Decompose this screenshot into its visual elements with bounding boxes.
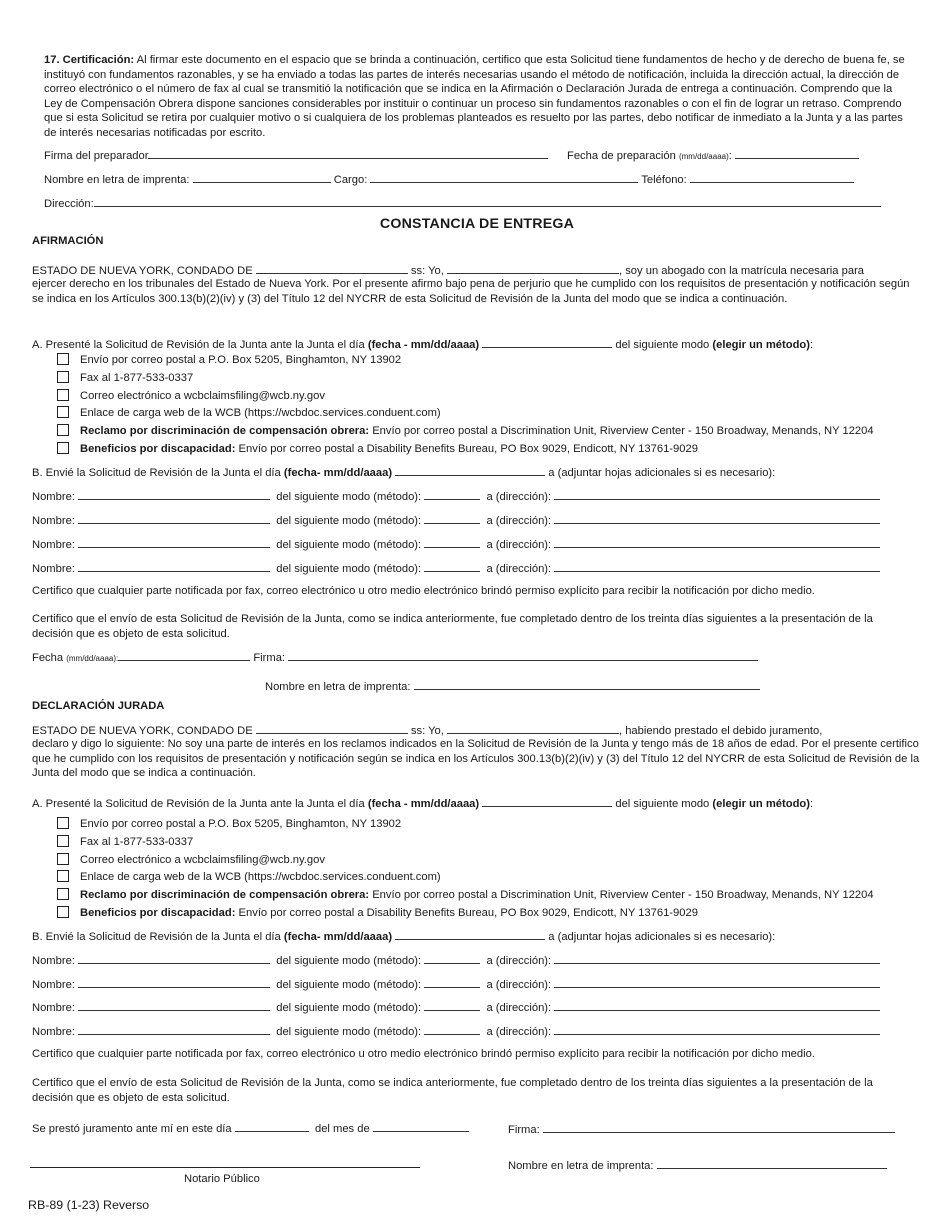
sworn-method-mail-checkbox[interactable] bbox=[57, 817, 69, 829]
notary-day-field[interactable] bbox=[235, 1120, 309, 1132]
recipient-name-field[interactable] bbox=[78, 536, 270, 548]
prep-date-field[interactable] bbox=[735, 147, 859, 159]
notary-sign-row: Firma: bbox=[508, 1121, 895, 1138]
recipient-name-field[interactable] bbox=[78, 488, 270, 500]
sworn-county-field[interactable] bbox=[256, 722, 408, 734]
affirmation-method-web-checkbox[interactable] bbox=[57, 406, 69, 418]
sworn-method-discrimination-checkbox[interactable] bbox=[57, 888, 69, 900]
sworn-heading: DECLARACIÓN JURADA bbox=[32, 700, 165, 712]
position-field[interactable] bbox=[370, 171, 638, 183]
recipient-address-field[interactable] bbox=[554, 1023, 880, 1035]
sworn-electronic-cert: Certifico que cualquier parte notificada por fax, correo electrónico u otro medio electrónico brindó permiso explícito para recibir la notificación por dicho medio. bbox=[32, 1048, 815, 1060]
affirmation-method-email-checkbox[interactable] bbox=[57, 389, 69, 401]
notary-print-name-field[interactable] bbox=[657, 1157, 887, 1169]
phone-field[interactable] bbox=[690, 171, 854, 183]
print-name-field[interactable] bbox=[193, 171, 331, 183]
recipient-method-field[interactable] bbox=[424, 952, 480, 964]
print-name-label: Nombre en letra de imprenta: bbox=[44, 174, 190, 186]
recipient-address-field[interactable] bbox=[554, 536, 880, 548]
affirmation-signature-field[interactable] bbox=[288, 649, 758, 661]
prep-date-label: Fecha de preparación bbox=[567, 150, 676, 162]
recipient-method-field[interactable] bbox=[424, 1023, 480, 1035]
affirmation-state-line: ESTADO DE NUEVA YORK, CONDADO DE ss: Yo, , soy un abogado con la matrícula necesaria para bbox=[32, 262, 864, 279]
affirmation-method-discrimination-checkbox[interactable] bbox=[57, 424, 69, 436]
sworn-name-field[interactable] bbox=[447, 722, 619, 734]
recipient-name-field[interactable] bbox=[78, 976, 270, 988]
sworn-sent-date-field[interactable] bbox=[395, 928, 545, 940]
prep-date-row: Fecha de preparación (mm/dd/aaaa): bbox=[567, 147, 859, 165]
notary-sworn-line: Se prestó juramento ante mí en este día del mes de bbox=[32, 1120, 469, 1137]
affirmation-date-sign-row: Fecha (mm/dd/aaaa): Firma: bbox=[32, 649, 758, 667]
sworn-method-label: Fax al 1-877-533-0337 bbox=[80, 836, 194, 848]
affirmation-filing-a-line: A. Presenté la Solicitud de Revisión de la Junta ante la Junta el día (fecha - mm/dd/aaaa) del siguiente modo (elegir un método): bbox=[32, 336, 813, 353]
affirmation-method-label: Reclamo por discriminación de compensación obrera: Envío por correo postal a Discrimination Unit, Riverview Center - 150 Broadway, Menands, NY 12204 bbox=[80, 425, 874, 437]
sworn-method-label: Reclamo por discriminación de compensación obrera: Envío por correo postal a Discrimination Unit, Riverview Center - 150 Broadway, Menands, NY 12204 bbox=[80, 889, 874, 901]
prep-date-format: (mm/dd/aaaa) bbox=[678, 152, 729, 161]
sworn-method-label: Beneficios por discapacidad: Envío por correo postal a Disability Benefits Bureau, PO Box 9029, Endicott, NY 13761-9029 bbox=[80, 907, 698, 919]
affirmation-recipient-row: Nombre: del siguiente modo (método): a (dirección): bbox=[32, 560, 880, 577]
recipient-name-field[interactable] bbox=[78, 560, 270, 572]
sworn-intro-text: declaro y digo lo siguiente: No soy una parte de interés en los reclamos indicados en la Solicitud de Revisión de la Junta y tengo más de 18 años de edad. Por el presente certifico que he cumplido con los requisitos de presentación y notificación según se indica en los Artículos 300.13(b)(2)(iv) y (3) del Título 12 del NYCRR de esta Solicitud de Revisión de la Junta del modo que se indica a continuación. bbox=[32, 738, 920, 780]
affirmation-method-fax-checkbox[interactable] bbox=[57, 371, 69, 383]
affirmation-print-name-row: Nombre en letra de imprenta: bbox=[265, 678, 760, 695]
recipient-method-field[interactable] bbox=[424, 488, 480, 500]
recipient-method-field[interactable] bbox=[424, 512, 480, 524]
affirmation-intro-text: ejercer derecho en los tribunales del Estado de Nueva York. Por el presente afirmo bajo pena de perjurio que he cumplido con los requisitos de presentación y notificación según se indica en los Artículos 300.13(b)(2)(iv) y (3) del Título 12 del NYCRR de esta Solicitud de Revisión de la Junta del modo que se indica a continuación. bbox=[32, 278, 910, 305]
recipient-address-field[interactable] bbox=[554, 976, 880, 988]
sworn-recipient-row: Nombre: del siguiente modo (método): a (dirección): bbox=[32, 999, 880, 1016]
address-row bbox=[44, 195, 881, 212]
affirmation-method-mail-checkbox[interactable] bbox=[57, 353, 69, 365]
sworn-method-email-checkbox[interactable] bbox=[57, 853, 69, 865]
sworn-filing-date-field[interactable] bbox=[482, 795, 612, 807]
affirmation-sent-date-field[interactable] bbox=[395, 464, 545, 476]
sworn-filing-b-line: B. Envié la Solicitud de Revisión de la Junta el día (fecha- mm/dd/aaaa) a (adjuntar hojas adicionales si es necesario): bbox=[32, 928, 775, 945]
affirmation-filing-b-line: B. Envié la Solicitud de Revisión de la Junta el día (fecha- mm/dd/aaaa) a (adjuntar hojas adicionales si es necesario): bbox=[32, 464, 775, 481]
affirmation-method-label: Beneficios por discapacidad: Envío por correo postal a Disability Benefits Bureau, PO Box 9029, Endicott, NY 13761-9029 bbox=[80, 443, 698, 455]
preparer-signature-label: Firma del preparador bbox=[44, 150, 149, 162]
sworn-recipient-row: Nombre: del siguiente modo (método): a (dirección): bbox=[32, 952, 880, 969]
affirmation-name-field[interactable] bbox=[447, 262, 619, 274]
recipient-name-field[interactable] bbox=[78, 952, 270, 964]
affirmation-electronic-cert: Certifico que cualquier parte notificada por fax, correo electrónico u otro medio electrónico brindó permiso explícito para recibir la notificación por dicho medio. bbox=[32, 585, 815, 597]
address-label: Dirección: bbox=[44, 198, 94, 210]
notary-signature-field[interactable] bbox=[543, 1121, 895, 1133]
sworn-method-disability-checkbox[interactable] bbox=[57, 906, 69, 918]
affirmation-method-label: Fax al 1-877-533-0337 bbox=[80, 372, 194, 384]
certification-paragraph bbox=[44, 53, 910, 141]
certification-text: Al firmar este documento en el espacio que se brinda a continuación, certifico que esta Solicitud tiene fundamentos de hecho y de derecho de buena fe, se instituyó con fundamentos razonables, y se ha enviado a todas las partes de interés necesarias usando el método de notificación, incluida la dirección actual, la dirección de correo electrónico o el número de fax al cual se transmitió la notificación que se indica en la Afirmación o Declaración Jurada de entrega a continuación. Comprendo que la Ley de Compensación Obrera dispone sanciones considerables por instituir o continuar un proceso sin fundamentos razonables o con el fin de lograr un retraso. Comprendo que si esta Solicitud se retira por cualquier motivo o si cualquiera de los problemas planteados es resuelto por las partes, debo notificar de inmediato a la Junta y a las partes de interés necesarias notificadas por escrito. bbox=[44, 54, 905, 139]
recipient-address-field[interactable] bbox=[554, 512, 880, 524]
phone-label: Teléfono: bbox=[641, 174, 687, 186]
sworn-method-web-checkbox[interactable] bbox=[57, 870, 69, 882]
sworn-recipient-row: Nombre: del siguiente modo (método): a (dirección): bbox=[32, 1023, 880, 1040]
affirmation-print-name-field[interactable] bbox=[414, 678, 760, 690]
affirmation-heading: AFIRMACIÓN bbox=[32, 235, 104, 247]
affirmation-method-label: Envío por correo postal a P.O. Box 5205, Binghamton, NY 13902 bbox=[80, 354, 402, 366]
recipient-address-field[interactable] bbox=[554, 952, 880, 964]
recipient-method-field[interactable] bbox=[424, 976, 480, 988]
sworn-method-label: Enlace de carga web de la WCB (https://wcbdoc.services.conduent.com) bbox=[80, 871, 441, 883]
print-name-row bbox=[44, 171, 854, 188]
sworn-thirty-days-cert: Certifico que el envío de esta Solicitud de Revisión de la Junta, como se indica anteriormente, fue completado dentro de los treinta días siguientes a la presentación de la decisión que es objeto de esta solicitud. bbox=[32, 1077, 873, 1104]
certification-label: 17. Certificación: bbox=[44, 54, 135, 66]
sworn-state-line: ESTADO DE NUEVA YORK, CONDADO DE ss: Yo, , habiendo prestado el debido juramento, bbox=[32, 722, 822, 739]
affirmation-recipient-row: Nombre: del siguiente modo (método): a (dirección): bbox=[32, 512, 880, 529]
affirmation-method-disability-checkbox[interactable] bbox=[57, 442, 69, 454]
form-footer: RB-89 (1-23) Reverso bbox=[28, 1198, 150, 1212]
recipient-name-field[interactable] bbox=[78, 512, 270, 524]
affirmation-date-field[interactable] bbox=[118, 649, 250, 661]
affirmation-method-label: Correo electrónico a wcbclaimsfiling@wcb.ny.gov bbox=[80, 390, 325, 402]
recipient-method-field[interactable] bbox=[424, 560, 480, 572]
recipient-name-field[interactable] bbox=[78, 1023, 270, 1035]
notary-print-name-row: Nombre en letra de imprenta: bbox=[508, 1157, 887, 1174]
notary-signature-line[interactable] bbox=[30, 1167, 420, 1168]
affirmation-recipient-row: Nombre: del siguiente modo (método): a (dirección): bbox=[32, 536, 880, 553]
position-label: Cargo: bbox=[333, 174, 368, 186]
address-field[interactable] bbox=[94, 195, 881, 207]
recipient-name-field[interactable] bbox=[78, 999, 270, 1011]
preparer-signature-row bbox=[44, 147, 548, 164]
sworn-method-fax-checkbox[interactable] bbox=[57, 835, 69, 847]
sworn-recipient-row: Nombre: del siguiente modo (método): a (dirección): bbox=[32, 976, 880, 993]
affirmation-recipient-row: Nombre: del siguiente modo (método): a (dirección): bbox=[32, 488, 880, 505]
affirmation-thirty-days-cert: Certifico que el envío de esta Solicitud de Revisión de la Junta, como se indica anteriormente, fue completado dentro de los treinta días siguientes a la presentación de la decisión que es objeto de esta solicitud. bbox=[32, 613, 873, 640]
preparer-signature-field[interactable] bbox=[148, 147, 548, 159]
sworn-method-label: Envío por correo postal a P.O. Box 5205, Binghamton, NY 13902 bbox=[80, 818, 402, 830]
main-title: CONSTANCIA DE ENTREGA bbox=[379, 216, 575, 232]
affirmation-filing-date-field[interactable] bbox=[482, 336, 612, 348]
recipient-address-field[interactable] bbox=[554, 560, 880, 572]
sworn-method-label: Correo electrónico a wcbclaimsfiling@wcb.ny.gov bbox=[80, 854, 325, 866]
notary-public-label: Notario Público bbox=[184, 1173, 260, 1185]
recipient-address-field[interactable] bbox=[554, 999, 880, 1011]
sworn-filing-a-line: A. Presenté la Solicitud de Revisión de la Junta ante la Junta el día (fecha - mm/dd/aaaa) del siguiente modo (elegir un método): bbox=[32, 795, 813, 812]
recipient-address-field[interactable] bbox=[554, 488, 880, 500]
recipient-method-field[interactable] bbox=[424, 999, 480, 1011]
affirmation-method-label: Enlace de carga web de la WCB (https://wcbdoc.services.conduent.com) bbox=[80, 407, 441, 419]
notary-month-field[interactable] bbox=[373, 1120, 469, 1132]
recipient-method-field[interactable] bbox=[424, 536, 480, 548]
affirmation-county-field[interactable] bbox=[256, 262, 408, 274]
